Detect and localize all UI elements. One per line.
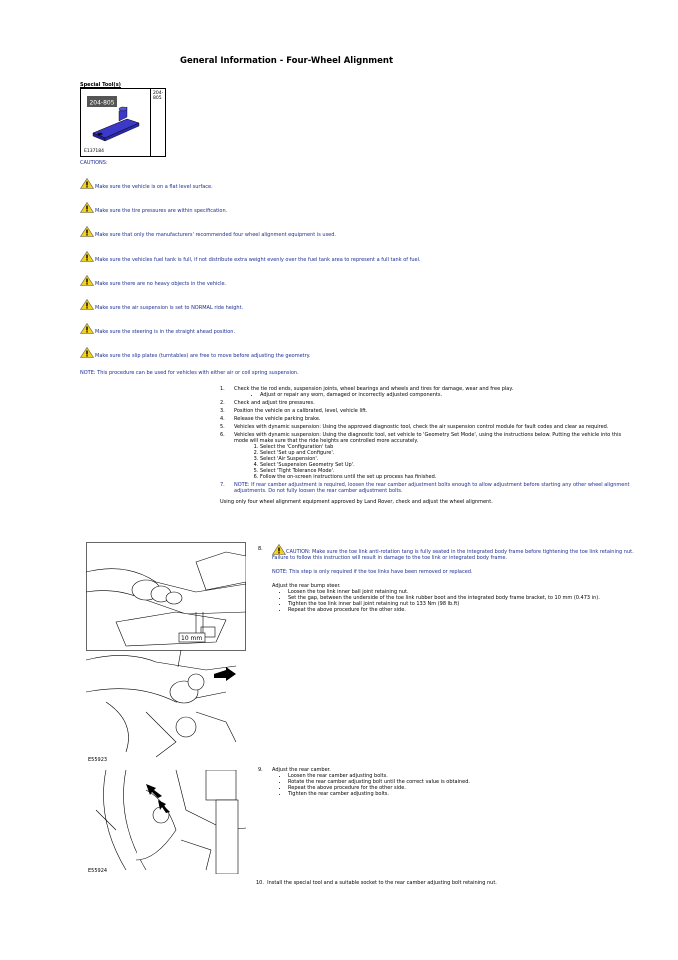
step-6-sub: 1. Select the 'Configuration' tab xyxy=(260,444,630,450)
step-8-number: 8. xyxy=(258,546,263,552)
warning-icon xyxy=(80,323,94,334)
step-10 xyxy=(256,880,497,886)
warning-icon xyxy=(80,202,94,213)
dimension-label: 10 mm xyxy=(181,635,203,642)
location-arrow-icon xyxy=(214,667,236,681)
procedure-steps xyxy=(220,386,630,505)
step-9-bullet: • Tighten the rear camber adjusting bolts. xyxy=(288,791,638,797)
step-8-bullet: • Set the gap, between the underside of the toe link rubber boot and the integrated body frame bracket, to 10 mm (0.473 in). xyxy=(288,595,638,601)
step-6-sub: 3. Select 'Air Suspension'. xyxy=(260,456,630,462)
figure-id-e55923: E55923 xyxy=(88,757,108,763)
step-8 xyxy=(258,544,638,613)
step-2: 2. Check and adjust tire pressures. xyxy=(220,400,315,406)
caution-text: Make sure the slip plates (turntables) are free to move before adjusting the geometry. xyxy=(95,353,311,359)
warning-icon xyxy=(80,275,94,286)
caution-text: Make sure the vehicle is on a flat level surface. xyxy=(95,184,213,190)
caution-text: Make sure the air suspension is set to NORMAL ride height. xyxy=(95,305,244,311)
caution-text: Make sure that only the manufacturers' recommended four wheel alignment equipment is used. xyxy=(95,232,337,238)
step-7: 7. NOTE: If rear camber adjustment is required, loosen the rear camber adjustment bolts enough to allow adjustment before starting any other wheel alignment adjustments. Do not fully loosen the rear camber adjustment bolts. xyxy=(220,482,630,494)
caution-text: Make sure there are no heavy objects in the vehicle. xyxy=(95,281,227,287)
step-10-text: Install the special tool and a suitable socket to the rear camber adjusting bolt retaining nut. xyxy=(267,880,497,886)
warning-icon xyxy=(80,226,94,237)
step-9-bullet: • Rotate the rear camber adjusting bolt until the correct value is obtained. xyxy=(288,779,638,785)
step-4: 4. Release the vehicle parking brake. xyxy=(220,416,321,422)
step-8-note: NOTE: This step is only required if the toe links have been removed or replaced. xyxy=(272,569,473,575)
step-8-bullet: • Loosen the toe link inner ball joint retaining nut. xyxy=(288,589,638,595)
special-tool-illustration xyxy=(83,91,148,147)
step-9-bullet: • Repeat the above procedure for the other side. xyxy=(288,785,638,791)
step-8-intro: Adjust the rear bump steer. xyxy=(272,583,341,589)
step-9-number: 9. xyxy=(258,767,263,773)
suspension-note: NOTE: This procedure can be used for vehicles with either air or coil spring suspension. xyxy=(80,370,299,376)
caution-text: Make sure the vehicles fuel tank is full, if not distribute extra weight evenly over the fuel tank area to represent a full tank of fuel. xyxy=(95,257,421,263)
step-9-intro: Adjust the rear camber. xyxy=(272,767,331,773)
approved-equipment-sentence: Using only four wheel alignment equipment approved by Land Rover, check and adjust the wheel alignment. xyxy=(220,499,493,505)
step-1-bullet: • Adjust or repair any worn, damaged or incorrectly adjusted components. xyxy=(260,392,630,398)
step-6: 6. Vehicles with dynamic suspension: Using the diagnostic tool, set vehicle to 'Geometry Set Mode', using the instructions below. Putting the vehicle into this mode will make sure that the ride heights are controlled more accurately. 1. Select the 'Configuration' tab 2. Select 'Set up and Configure'. 3. Select 'Air Suspension'. 4. Select 'Suspension Geometry Set Up'. 5. Select 'Tight Tolerance Mode'. 6. Follow the on-screen instructions until the set up process has finished. xyxy=(220,432,630,480)
special-tool-table xyxy=(80,88,166,157)
warning-icon xyxy=(80,347,94,358)
step-9-bullet: • Loosen the rear camber adjusting bolts. xyxy=(288,773,638,779)
step-5: 5. Vehicles with dynamic suspension: Using the approved diagnostic tool, check the air suspension control module for fault codes and clear as required. xyxy=(220,424,609,430)
bump-steer-illustration xyxy=(86,542,246,764)
step-6-sub: 4. Select 'Suspension Geometry Set Up'. xyxy=(260,462,630,468)
page-title: General Information - Four-Wheel Alignment xyxy=(180,56,394,66)
camber-illustration xyxy=(86,770,246,874)
caution-text: Make sure the tire pressures are within specification. xyxy=(95,208,228,214)
tool-figure-id: E137184 xyxy=(84,149,105,154)
step-8-bullet: • Repeat the above procedure for the other side. xyxy=(288,607,638,613)
step-6-sub: 2. Select 'Set up and Configure'. xyxy=(260,450,630,456)
step-3: 3. Position the vehicle on a calibrated, level, vehicle lift. xyxy=(220,408,368,414)
tool-label-text: 204-805 xyxy=(89,99,115,107)
step-6-sub: 6. Follow the on-screen instructions until the set up process has finished. xyxy=(260,474,630,480)
tool-part-number: 204-805 xyxy=(153,91,164,101)
step-8-caution: CAUTION: Make sure the toe link anti-rotation tang is fully seated in the integrated body frame before tightening the toe link retaining nut. Failure to follow this instruction will result in damage to the toe link or integrated body frame. xyxy=(272,549,634,561)
warning-icon xyxy=(80,178,94,189)
caution-text: Make sure the steering is in the straight ahead position. xyxy=(95,329,236,335)
step-9 xyxy=(258,767,638,797)
warning-icon xyxy=(80,251,94,262)
special-tools-heading: Special Tool(s) xyxy=(80,82,121,88)
step-1: 1. Check the tie rod ends, suspension joints, wheel bearings and wheels and tires for damage, wear and free play. • Adjust or repair any worn, damaged or incorrectly adjusted components. xyxy=(220,386,630,398)
figure-id-e55924: E55924 xyxy=(88,868,108,874)
cautions-label: CAUTIONS: xyxy=(80,160,108,166)
step-8-bullet: • Tighten the toe link inner ball joint retaining nut to 133 Nm (98 lb.ft) xyxy=(288,601,638,607)
step-6-sub: 5. Select 'Tight Tolerance Mode'. xyxy=(260,468,630,474)
warning-icon xyxy=(80,299,94,310)
step-10-number: 10. xyxy=(256,880,264,886)
warning-icon xyxy=(272,544,286,555)
